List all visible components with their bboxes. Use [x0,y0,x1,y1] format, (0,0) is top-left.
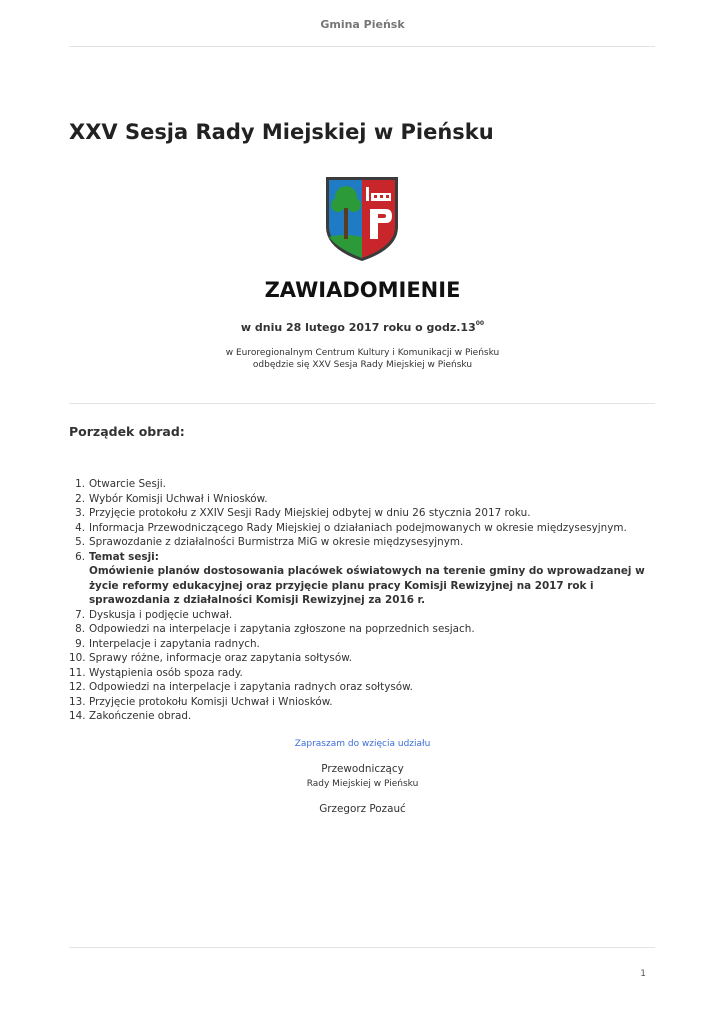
agenda-item-number: 6. [75,550,85,563]
agenda-item-text: Odpowiedzi na interpelacje i zapytania radnych oraz sołtysów. [89,681,413,693]
session-date-text: w dniu 28 lutego 2017 roku o godz.13 [240,321,476,334]
agenda-item-number: 11. [69,666,86,679]
session-line: odbędzie się XXV Sesja Rady Miejskiej w Pieńsku [252,360,473,370]
agenda-item [69,535,655,550]
venue-info [0,347,725,371]
agenda-item-number: 1. [75,478,85,490]
site-header: Gmina Pieńsk [320,18,405,31]
agenda-item-text: Dyskusja i podjęcie uchwał. [89,608,233,621]
agenda-item-number: 7. [75,608,85,621]
signer-name: Grzegorz Pozauć [319,803,406,815]
agenda-item-text: Odpowiedzi na interpelacje i zapytania zgłoszone na poprzednich sesjach. [89,623,475,635]
header-divider [69,46,655,47]
council-name: Rady Miejskiej w Pieńsku [306,779,419,789]
agenda-item [69,622,655,637]
agenda-item-text: Informacja Przewodniczącego Rady Miejskiej o działaniach podejmowanych w okresie międzysesyjnym. [89,521,627,534]
agenda-item-text: Sprawy różne, informacje oraz zapytania sołtysów. [89,652,353,664]
agenda-item-number: 9. [75,637,85,650]
session-date-minutes: 00 [475,320,485,327]
agenda-item [69,695,655,710]
session-topic-label: Temat sesji: [89,550,159,563]
session-date [0,320,725,334]
agenda-item-number: 2. [75,492,85,505]
page-number: 1 [640,969,646,979]
agenda-item-text: Wybór Komisji Uchwał i Wniosków. [89,492,268,505]
agenda-item-number: 12. [69,681,86,693]
agenda-item-text: Przyjęcie protokołu z XXIV Sesji Rady Miejskiej odbytej w dniu 26 stycznia 2017 roku. [89,507,531,519]
agenda-item-number: 14. [69,710,86,722]
agenda-item-text: Sprawozdanie z działalności Burmistrza MiG w okresie międzysesyjnym. [89,536,464,548]
agenda-item [69,637,655,652]
agenda-item [69,477,655,492]
session-topic-text: Omówienie planów dostosowania placówek oświatowych na terenie gminy do wprowadzanej w życie reformy edukacyjnej oraz przyjęcie planu pracy Komisji Rewizyjnej na 2017 rok i sprawozdania z działalności Komisji Rewizyjnej za 2016 r. [89,565,645,606]
agenda-item [69,506,655,521]
agenda-item [69,651,655,666]
agenda-item-text: Otwarcie Sesji. [89,478,166,490]
coat-of-arms-icon [324,175,400,263]
agenda-item-text: Zakończenie obrad. [89,710,192,722]
agenda-item-session-topic [69,550,655,608]
footer-divider [69,947,655,948]
page-title: XXV Sesja Rady Miejskiej w Pieńsku [69,120,494,144]
notice-title: ZAWIADOMIENIE [264,278,461,302]
agenda-item [69,608,655,623]
chair-title: Przewodniczący [321,763,404,775]
agenda-item-text: Interpelacje i zapytania radnych. [89,637,260,650]
agenda-item-number: 10. [69,652,86,664]
agenda-item-text: Wystąpienia osób spoza rady. [89,666,243,679]
section-divider [69,403,655,404]
venue-line: w Euroregionalnym Centrum Kultury i Komunikacji w Pieńsku [225,348,500,358]
agenda-item-number: 3. [75,507,85,519]
agenda-item [69,492,655,507]
agenda-item [69,521,655,536]
agenda-list [69,477,655,724]
invitation-text: Zapraszam do wzięcia udziału [294,739,431,749]
agenda-item [69,666,655,681]
agenda-item [69,709,655,724]
agenda-item-number: 4. [75,521,85,534]
agenda-item-text: Przyjęcie protokołu Komisji Uchwał i Wniosków. [89,695,333,708]
agenda-item-number: 8. [75,623,85,635]
agenda-item-number: 5. [75,536,85,548]
agenda-item [69,680,655,695]
agenda-heading: Porządek obrad: [69,424,185,439]
agenda-item-number: 13. [69,695,86,708]
